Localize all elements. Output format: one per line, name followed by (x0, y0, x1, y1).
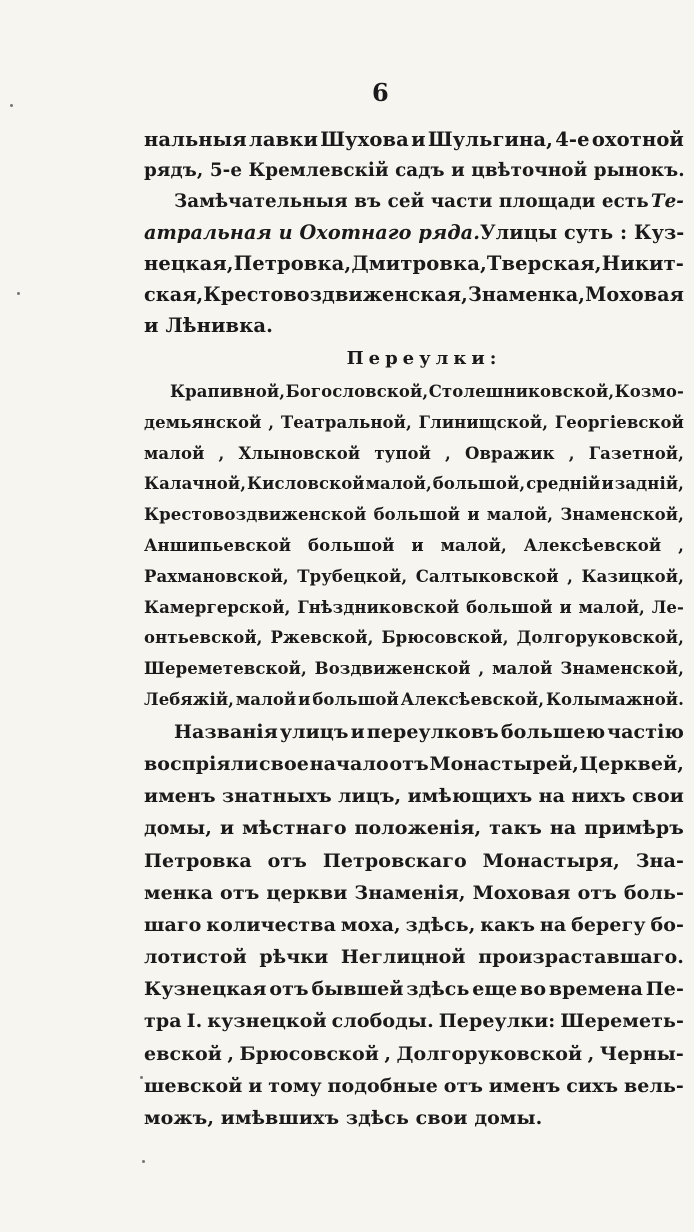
text-line: тра I. кузнецкой слободы. Переулки: Шереметь- (144, 1010, 684, 1033)
text-line (144, 217, 684, 248)
page-number: 6 (372, 78, 389, 107)
italic-text: Те- (650, 191, 684, 212)
text-line: евской , Брюсовской , Долгоруковской , Черны- (144, 1042, 684, 1065)
text-line: менка отъ церкви Знаменія, Моховая отъ боль- (144, 881, 684, 904)
text-line: нецкая, Петровка, Дмитровка, Тверская, Никит- (144, 252, 684, 275)
speck (10, 104, 13, 107)
text-line: нальныя лавки Шухова и Шульгина, 4-е охотной (144, 128, 684, 151)
list-line: Аншипьевской большой и малой, Алексѣевской , (144, 535, 684, 555)
paragraph-3 (144, 716, 684, 1134)
list-line: демьянской , Театральной, Глинищской, Георгіевской (144, 412, 684, 432)
text-line: Кузнецкая отъ бывшей здѣсь еще во времена Пе- (144, 978, 684, 1001)
text-line: лотистой рѣчки Неглицной произраставшаго. (144, 946, 684, 969)
speck (17, 292, 20, 295)
list-line: онтьевской, Ржевской, Брюсовской, Долгоруковской, (144, 628, 684, 648)
paragraph-2 (144, 186, 684, 341)
text-line: домы, и мѣстнаго положенія, такъ на примѣръ (144, 817, 684, 840)
text-line: Петровка отъ Петровскаго Монастыря, Зна- (144, 849, 684, 872)
list-line: Лебяжій, малой и большой Алексѣевской, Колымажной. (144, 689, 684, 709)
italic-text: атральная и Охотнаго ряда. (144, 221, 480, 244)
list-line: малой , Хлыновской тупой , Овражик , Газетной, (144, 443, 684, 463)
text-line: рядъ, 5-е Кремлевскій садъ и цвѣточной рынокъ. (144, 160, 685, 181)
text-span: Замѣчательныя въ сей части площади есть (174, 191, 649, 212)
list-line: Крапивной, Богословской, Столешниковской, Козмо- (170, 382, 684, 401)
list-line: Шереметевской, Воздвиженской , малой Знаменской, (144, 659, 684, 679)
text-line: и Лѣнивка. (144, 314, 273, 337)
text-line: воспріяли свое начало отъ Монастырей, Церквей, (144, 752, 684, 775)
section-heading: Переулки: (346, 348, 502, 369)
text-line: шевской и тому подобные отъ именъ сихъ вель- (144, 1074, 684, 1097)
text-line: именъ знатныхъ лицъ, имѣющихъ на нихъ свои (144, 785, 684, 808)
text-line: Названія улицъ и переулковъ большею частію (174, 720, 684, 743)
paragraph-1 (144, 124, 684, 186)
text-line (144, 186, 684, 217)
text-span: Улицы суть : Куз- (479, 221, 685, 244)
text-line: шаго количества моха, здѣсь, какъ на берегу бо- (144, 913, 684, 936)
text-line: ская, Крестовоздвиженская, Знаменка, Моховая (144, 283, 684, 306)
list-line: Калачной, Кисловской малой, большой, средній и задній, (144, 474, 684, 494)
text-line: можъ, имѣвшихъ здѣсь свои домы. (144, 1107, 543, 1130)
speck (142, 1160, 145, 1163)
lanes-list (144, 377, 684, 716)
list-line: Крестовоздвиженской большой и малой, Знаменской, (144, 505, 684, 525)
list-line: Рахмановской, Трубецкой, Салтыковской , Казицкой, (144, 566, 684, 586)
speck (140, 1076, 143, 1079)
list-line: Камергерской, Гнѣздниковской большой и малой, Ле- (144, 597, 684, 617)
